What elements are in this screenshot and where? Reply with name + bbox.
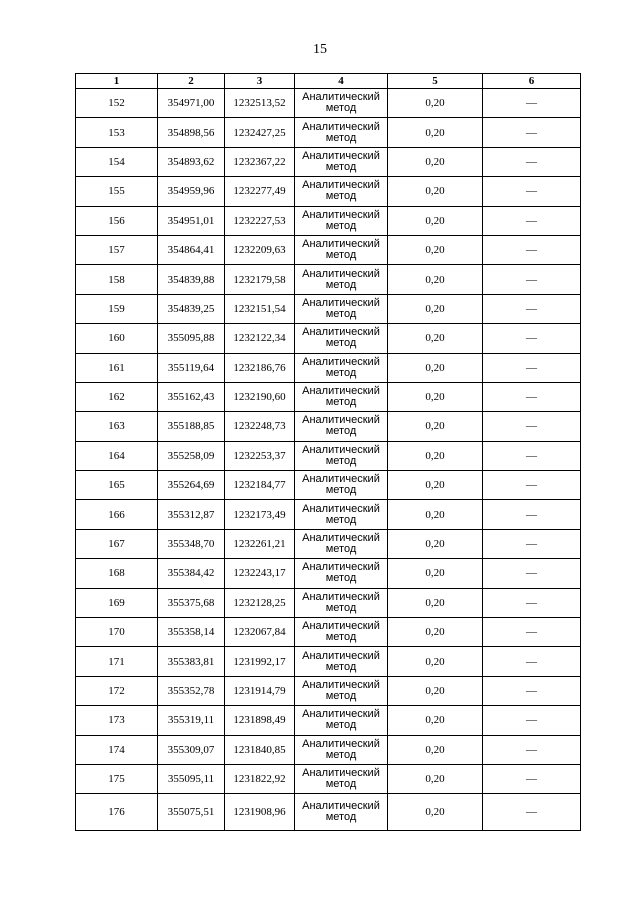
method-cell: Аналитический метод xyxy=(295,412,388,441)
point-number-cell: 175 xyxy=(76,764,158,793)
description-cell: — xyxy=(483,706,581,735)
point-number-cell: 164 xyxy=(76,441,158,470)
method-cell: Аналитический метод xyxy=(295,147,388,176)
method-cell: Аналитический метод xyxy=(295,794,388,831)
accuracy-cell: 0,20 xyxy=(388,500,483,529)
y-coordinate-cell: 1232067,84 xyxy=(225,618,295,647)
method-cell: Аналитический метод xyxy=(295,265,388,294)
point-number-cell: 161 xyxy=(76,353,158,382)
table-row xyxy=(76,647,581,676)
y-coordinate-cell: 1231822,92 xyxy=(225,764,295,793)
description-cell: — xyxy=(483,265,581,294)
point-number-cell: 167 xyxy=(76,529,158,558)
y-coordinate-cell: 1232248,73 xyxy=(225,412,295,441)
y-coordinate-cell: 1232277,49 xyxy=(225,177,295,206)
point-number-cell: 156 xyxy=(76,206,158,235)
coordinates-table xyxy=(75,73,581,831)
description-cell: — xyxy=(483,382,581,411)
table-row xyxy=(76,294,581,323)
table-row xyxy=(76,353,581,382)
point-number-cell: 172 xyxy=(76,676,158,705)
point-number-cell: 168 xyxy=(76,559,158,588)
description-cell: — xyxy=(483,118,581,147)
accuracy-cell: 0,20 xyxy=(388,382,483,411)
y-coordinate-cell: 1232186,76 xyxy=(225,353,295,382)
column-header: 6 xyxy=(483,74,581,89)
method-cell: Аналитический метод xyxy=(295,735,388,764)
table-row xyxy=(76,235,581,264)
point-number-cell: 160 xyxy=(76,324,158,353)
method-cell: Аналитический метод xyxy=(295,529,388,558)
accuracy-cell: 0,20 xyxy=(388,529,483,558)
description-cell: — xyxy=(483,618,581,647)
point-number-cell: 169 xyxy=(76,588,158,617)
y-coordinate-cell: 1232367,22 xyxy=(225,147,295,176)
accuracy-cell: 0,20 xyxy=(388,265,483,294)
x-coordinate-cell: 354839,25 xyxy=(158,294,225,323)
accuracy-cell: 0,20 xyxy=(388,647,483,676)
table-body xyxy=(76,89,581,831)
method-cell: Аналитический метод xyxy=(295,500,388,529)
table-row xyxy=(76,412,581,441)
y-coordinate-cell: 1231908,96 xyxy=(225,794,295,831)
x-coordinate-cell: 355352,78 xyxy=(158,676,225,705)
method-cell: Аналитический метод xyxy=(295,676,388,705)
x-coordinate-cell: 355348,70 xyxy=(158,529,225,558)
table-row xyxy=(76,471,581,500)
description-cell: — xyxy=(483,529,581,558)
table-row xyxy=(76,764,581,793)
accuracy-cell: 0,20 xyxy=(388,706,483,735)
x-coordinate-cell: 355384,42 xyxy=(158,559,225,588)
x-coordinate-cell: 354971,00 xyxy=(158,89,225,118)
point-number-cell: 165 xyxy=(76,471,158,500)
accuracy-cell: 0,20 xyxy=(388,471,483,500)
description-cell: — xyxy=(483,353,581,382)
x-coordinate-cell: 355375,68 xyxy=(158,588,225,617)
point-number-cell: 166 xyxy=(76,500,158,529)
point-number-cell: 173 xyxy=(76,706,158,735)
column-header: 3 xyxy=(225,74,295,89)
description-cell: — xyxy=(483,324,581,353)
description-cell: — xyxy=(483,794,581,831)
y-coordinate-cell: 1232513,52 xyxy=(225,89,295,118)
column-header: 4 xyxy=(295,74,388,89)
accuracy-cell: 0,20 xyxy=(388,353,483,382)
description-cell: — xyxy=(483,206,581,235)
y-coordinate-cell: 1232427,25 xyxy=(225,118,295,147)
y-coordinate-cell: 1232243,17 xyxy=(225,559,295,588)
y-coordinate-cell: 1232184,77 xyxy=(225,471,295,500)
table-row xyxy=(76,118,581,147)
x-coordinate-cell: 355075,51 xyxy=(158,794,225,831)
point-number-cell: 171 xyxy=(76,647,158,676)
method-cell: Аналитический метод xyxy=(295,118,388,147)
y-coordinate-cell: 1232173,49 xyxy=(225,500,295,529)
x-coordinate-cell: 354864,41 xyxy=(158,235,225,264)
column-header: 5 xyxy=(388,74,483,89)
method-cell: Аналитический метод xyxy=(295,559,388,588)
x-coordinate-cell: 354951,01 xyxy=(158,206,225,235)
y-coordinate-cell: 1231898,49 xyxy=(225,706,295,735)
point-number-cell: 174 xyxy=(76,735,158,764)
point-number-cell: 152 xyxy=(76,89,158,118)
table-row xyxy=(76,794,581,831)
method-cell: Аналитический метод xyxy=(295,588,388,617)
method-cell: Аналитический метод xyxy=(295,647,388,676)
table-row xyxy=(76,676,581,705)
table-row xyxy=(76,265,581,294)
method-cell: Аналитический метод xyxy=(295,177,388,206)
y-coordinate-cell: 1232190,60 xyxy=(225,382,295,411)
table-row xyxy=(76,441,581,470)
accuracy-cell: 0,20 xyxy=(388,294,483,323)
header-row xyxy=(76,74,581,89)
x-coordinate-cell: 355162,43 xyxy=(158,382,225,411)
accuracy-cell: 0,20 xyxy=(388,441,483,470)
table-row xyxy=(76,324,581,353)
x-coordinate-cell: 354893,62 xyxy=(158,147,225,176)
description-cell: — xyxy=(483,441,581,470)
x-coordinate-cell: 355383,81 xyxy=(158,647,225,676)
point-number-cell: 154 xyxy=(76,147,158,176)
x-coordinate-cell: 355258,09 xyxy=(158,441,225,470)
method-cell: Аналитический метод xyxy=(295,324,388,353)
method-cell: Аналитический метод xyxy=(295,235,388,264)
method-cell: Аналитический метод xyxy=(295,353,388,382)
accuracy-cell: 0,20 xyxy=(388,412,483,441)
description-cell: — xyxy=(483,412,581,441)
accuracy-cell: 0,20 xyxy=(388,764,483,793)
point-number-cell: 157 xyxy=(76,235,158,264)
accuracy-cell: 0,20 xyxy=(388,735,483,764)
point-number-cell: 170 xyxy=(76,618,158,647)
table-row xyxy=(76,206,581,235)
accuracy-cell: 0,20 xyxy=(388,89,483,118)
method-cell: Аналитический метод xyxy=(295,382,388,411)
description-cell: — xyxy=(483,471,581,500)
accuracy-cell: 0,20 xyxy=(388,324,483,353)
column-header: 2 xyxy=(158,74,225,89)
x-coordinate-cell: 355358,14 xyxy=(158,618,225,647)
table-row xyxy=(76,559,581,588)
method-cell: Аналитический метод xyxy=(295,764,388,793)
description-cell: — xyxy=(483,235,581,264)
table-row xyxy=(76,500,581,529)
x-coordinate-cell: 355119,64 xyxy=(158,353,225,382)
page-number: 15 xyxy=(313,42,327,57)
accuracy-cell: 0,20 xyxy=(388,676,483,705)
accuracy-cell: 0,20 xyxy=(388,618,483,647)
point-number-cell: 159 xyxy=(76,294,158,323)
table-row xyxy=(76,706,581,735)
x-coordinate-cell: 355095,11 xyxy=(158,764,225,793)
x-coordinate-cell: 355312,87 xyxy=(158,500,225,529)
accuracy-cell: 0,20 xyxy=(388,147,483,176)
y-coordinate-cell: 1232151,54 xyxy=(225,294,295,323)
description-cell: — xyxy=(483,177,581,206)
table-row xyxy=(76,177,581,206)
y-coordinate-cell: 1232128,25 xyxy=(225,588,295,617)
accuracy-cell: 0,20 xyxy=(388,794,483,831)
accuracy-cell: 0,20 xyxy=(388,235,483,264)
accuracy-cell: 0,20 xyxy=(388,206,483,235)
description-cell: — xyxy=(483,676,581,705)
accuracy-cell: 0,20 xyxy=(388,559,483,588)
y-coordinate-cell: 1232261,21 xyxy=(225,529,295,558)
y-coordinate-cell: 1231992,17 xyxy=(225,647,295,676)
point-number-cell: 153 xyxy=(76,118,158,147)
column-header: 1 xyxy=(76,74,158,89)
x-coordinate-cell: 354898,56 xyxy=(158,118,225,147)
x-coordinate-cell: 354959,96 xyxy=(158,177,225,206)
y-coordinate-cell: 1232253,37 xyxy=(225,441,295,470)
accuracy-cell: 0,20 xyxy=(388,177,483,206)
y-coordinate-cell: 1231840,85 xyxy=(225,735,295,764)
table-row xyxy=(76,382,581,411)
point-number-cell: 158 xyxy=(76,265,158,294)
description-cell: — xyxy=(483,764,581,793)
description-cell: — xyxy=(483,647,581,676)
point-number-cell: 155 xyxy=(76,177,158,206)
description-cell: — xyxy=(483,89,581,118)
point-number-cell: 163 xyxy=(76,412,158,441)
description-cell: — xyxy=(483,559,581,588)
description-cell: — xyxy=(483,500,581,529)
description-cell: — xyxy=(483,294,581,323)
description-cell: — xyxy=(483,147,581,176)
description-cell: — xyxy=(483,588,581,617)
y-coordinate-cell: 1232179,58 xyxy=(225,265,295,294)
y-coordinate-cell: 1231914,79 xyxy=(225,676,295,705)
method-cell: Аналитический метод xyxy=(295,206,388,235)
x-coordinate-cell: 355095,88 xyxy=(158,324,225,353)
y-coordinate-cell: 1232227,53 xyxy=(225,206,295,235)
accuracy-cell: 0,20 xyxy=(388,118,483,147)
point-number-cell: 176 xyxy=(76,794,158,831)
accuracy-cell: 0,20 xyxy=(388,588,483,617)
method-cell: Аналитический метод xyxy=(295,441,388,470)
table-row xyxy=(76,89,581,118)
x-coordinate-cell: 355188,85 xyxy=(158,412,225,441)
x-coordinate-cell: 355319,11 xyxy=(158,706,225,735)
method-cell: Аналитический метод xyxy=(295,706,388,735)
table-row xyxy=(76,147,581,176)
method-cell: Аналитический метод xyxy=(295,89,388,118)
method-cell: Аналитический метод xyxy=(295,618,388,647)
x-coordinate-cell: 355309,07 xyxy=(158,735,225,764)
table-row xyxy=(76,529,581,558)
table-row xyxy=(76,618,581,647)
method-cell: Аналитический метод xyxy=(295,471,388,500)
x-coordinate-cell: 355264,69 xyxy=(158,471,225,500)
description-cell: — xyxy=(483,735,581,764)
method-cell: Аналитический метод xyxy=(295,294,388,323)
y-coordinate-cell: 1232122,34 xyxy=(225,324,295,353)
table-row xyxy=(76,588,581,617)
point-number-cell: 162 xyxy=(76,382,158,411)
x-coordinate-cell: 354839,88 xyxy=(158,265,225,294)
table-row xyxy=(76,735,581,764)
y-coordinate-cell: 1232209,63 xyxy=(225,235,295,264)
